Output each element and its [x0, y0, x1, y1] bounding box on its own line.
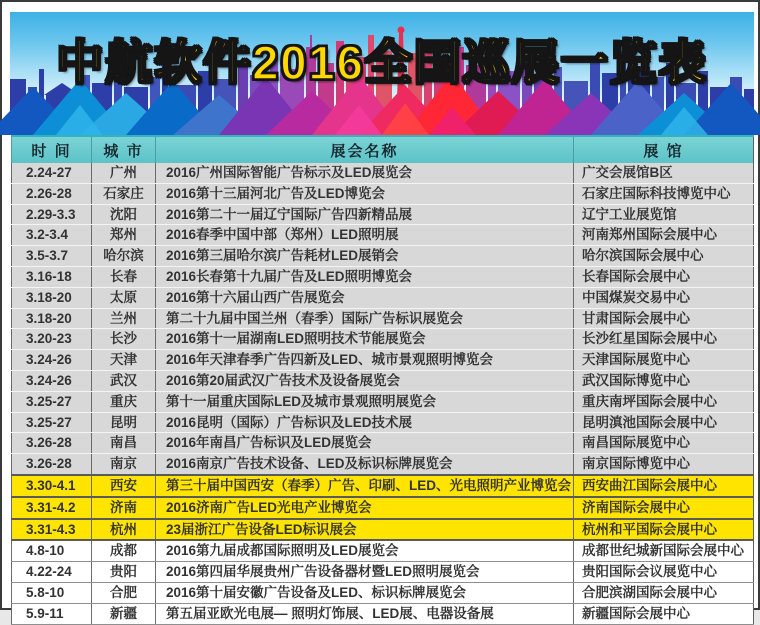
table-header	[12, 136, 754, 163]
cell-time: 2.29-3.3	[12, 204, 92, 225]
cell-city: 南京	[92, 454, 156, 475]
cell-city: 贵阳	[92, 562, 156, 583]
cell-city: 长沙	[92, 329, 156, 350]
cell-name: 2016第十三届河北广告及LED博览会	[156, 183, 574, 204]
cell-time: 3.25-27	[12, 412, 92, 433]
cell-city: 武汉	[92, 370, 156, 391]
cell-city: 南昌	[92, 433, 156, 454]
cell-time: 3.5-3.7	[12, 246, 92, 267]
table-row	[12, 603, 754, 624]
cell-time: 3.24-26	[12, 350, 92, 371]
cell-venue: 哈尔滨国际会展中心	[574, 246, 754, 267]
cell-time: 2.26-28	[12, 183, 92, 204]
cell-city: 太原	[92, 287, 156, 308]
table-row	[12, 246, 754, 267]
cell-venue: 天津国际展览中心	[574, 350, 754, 371]
cell-name: 2016第十一届湖南LED照明技术节能展览会	[156, 329, 574, 350]
cell-venue: 贵阳国际会议展览中心	[574, 562, 754, 583]
table-row	[12, 475, 754, 497]
cell-city: 郑州	[92, 225, 156, 246]
cell-name: 2016第十届安徽广告设备及LED、标识标牌展览会	[156, 582, 574, 603]
cell-city: 合肥	[92, 582, 156, 603]
cell-venue: 济南国际会展中心	[574, 497, 754, 519]
column-header-name: 展会名称	[156, 136, 574, 163]
cell-name: 2016南京广告技术设备、LED及标识标牌展览会	[156, 454, 574, 475]
table-row	[12, 433, 754, 454]
table-row	[12, 329, 754, 350]
cell-venue: 杭州和平国际会展中心	[574, 519, 754, 541]
table-row	[12, 582, 754, 603]
cell-name: 第十一届重庆国际LED及城市景观照明展览会	[156, 391, 574, 412]
column-header-time: 时 间	[12, 136, 92, 163]
table-row	[12, 519, 754, 541]
title-banner	[10, 12, 754, 135]
table-row	[12, 308, 754, 329]
cell-venue: 合肥滨湖国际会展中心	[574, 582, 754, 603]
cell-venue: 中国煤炭交易中心	[574, 287, 754, 308]
cell-name: 2016春季中国中部（郑州）LED照明展	[156, 225, 574, 246]
table-row	[12, 540, 754, 561]
cell-time: 3.30-4.1	[12, 475, 92, 497]
cell-city: 成都	[92, 540, 156, 561]
table-row	[12, 412, 754, 433]
cell-time: 3.31-4.3	[12, 519, 92, 541]
cell-name: 2016年天津春季广告四新及LED、城市景观照明博览会	[156, 350, 574, 371]
cell-name: 23届浙江广告设备LED标识展会	[156, 519, 574, 541]
column-header-city: 城 市	[92, 136, 156, 163]
cell-time: 3.26-28	[12, 433, 92, 454]
cell-name: 2016广州国际智能广告标示及LED展览会	[156, 163, 574, 183]
cell-time: 3.18-20	[12, 287, 92, 308]
cell-venue: 甘肃国际会展中心	[574, 308, 754, 329]
table-row	[12, 266, 754, 287]
cell-time: 3.2-3.4	[12, 225, 92, 246]
cell-venue: 石家庄国际科技博览中心	[574, 183, 754, 204]
cell-venue: 南京国际博览中心	[574, 454, 754, 475]
cell-venue: 河南郑州国际会展中心	[574, 225, 754, 246]
cell-time: 3.18-20	[12, 308, 92, 329]
cell-name: 2016第九届成都国际照明及LED展览会	[156, 540, 574, 561]
cell-name: 第二十九届中国兰州（春季）国际广告标识展览会	[156, 308, 574, 329]
exhibition-schedule-table	[11, 135, 754, 625]
table-row	[12, 350, 754, 371]
page-title: 中航软件2016全国巡展一览表	[56, 36, 708, 89]
cell-city: 天津	[92, 350, 156, 371]
cell-name: 2016第三届哈尔滨广告耗材LED展销会	[156, 246, 574, 267]
table-row	[12, 391, 754, 412]
cell-city: 广州	[92, 163, 156, 183]
cell-time: 5.9-11	[12, 603, 92, 624]
table-row	[12, 497, 754, 519]
cell-time: 3.20-23	[12, 329, 92, 350]
cell-time: 4.8-10	[12, 540, 92, 561]
cell-time: 2.24-27	[12, 163, 92, 183]
cell-city: 济南	[92, 497, 156, 519]
cell-time: 3.26-28	[12, 454, 92, 475]
cell-city: 昆明	[92, 412, 156, 433]
cell-time: 3.24-26	[12, 370, 92, 391]
cell-venue: 南昌国际展览中心	[574, 433, 754, 454]
cell-city: 兰州	[92, 308, 156, 329]
cell-venue: 新疆国际会展中心	[574, 603, 754, 624]
cell-city: 新疆	[92, 603, 156, 624]
cell-city: 重庆	[92, 391, 156, 412]
exhibition-table-body	[12, 163, 754, 624]
table-row	[12, 183, 754, 204]
table-row	[12, 163, 754, 183]
cell-name: 2016济南广告LED光电产业博览会	[156, 497, 574, 519]
cell-city: 西安	[92, 475, 156, 497]
cell-venue: 西安曲江国际会展中心	[574, 475, 754, 497]
cell-city: 长春	[92, 266, 156, 287]
table-row	[12, 287, 754, 308]
cell-venue: 重庆南坪国际会展中心	[574, 391, 754, 412]
cell-name: 2016第四届华展贵州广告设备器材暨LED照明展览会	[156, 562, 574, 583]
cell-name: 第五届亚欧光电展— 照明灯饰展、LED展、电器设备展	[156, 603, 574, 624]
table-row	[12, 370, 754, 391]
cell-name: 2016昆明（国际）广告标识及LED技术展	[156, 412, 574, 433]
cell-city: 杭州	[92, 519, 156, 541]
cell-name: 2016第20届武汉广告技术及设备展览会	[156, 370, 574, 391]
table-row	[12, 225, 754, 246]
cell-venue: 成都世纪城新国际会展中心	[574, 540, 754, 561]
column-header-venue: 展 馆	[574, 136, 754, 163]
cell-name: 2016年南昌广告标识及LED展览会	[156, 433, 574, 454]
cell-city: 沈阳	[92, 204, 156, 225]
table-row	[12, 454, 754, 475]
cell-name: 第三十届中国西安（春季）广告、印刷、LED、光电照明产业博览会	[156, 475, 574, 497]
table-row	[12, 562, 754, 583]
cell-name: 2016第二十一届辽宁国际广告四新精品展	[156, 204, 574, 225]
cell-time: 5.8-10	[12, 582, 92, 603]
cell-time: 3.31-4.2	[12, 497, 92, 519]
cell-city: 哈尔滨	[92, 246, 156, 267]
cell-venue: 长沙红星国际会展中心	[574, 329, 754, 350]
cell-city: 石家庄	[92, 183, 156, 204]
cell-venue: 辽宁工业展览馆	[574, 204, 754, 225]
cell-name: 2016长春第十九届广告及LED照明博览会	[156, 266, 574, 287]
cell-venue: 长春国际会展中心	[574, 266, 754, 287]
cell-venue: 昆明滇池国际会展中心	[574, 412, 754, 433]
cell-venue: 广交会展馆B区	[574, 163, 754, 183]
table-row	[12, 204, 754, 225]
cell-name: 2016第十六届山西广告展览会	[156, 287, 574, 308]
cell-venue: 武汉国际博览中心	[574, 370, 754, 391]
cell-time: 3.25-27	[12, 391, 92, 412]
cell-time: 4.22-24	[12, 562, 92, 583]
cell-time: 3.16-18	[12, 266, 92, 287]
